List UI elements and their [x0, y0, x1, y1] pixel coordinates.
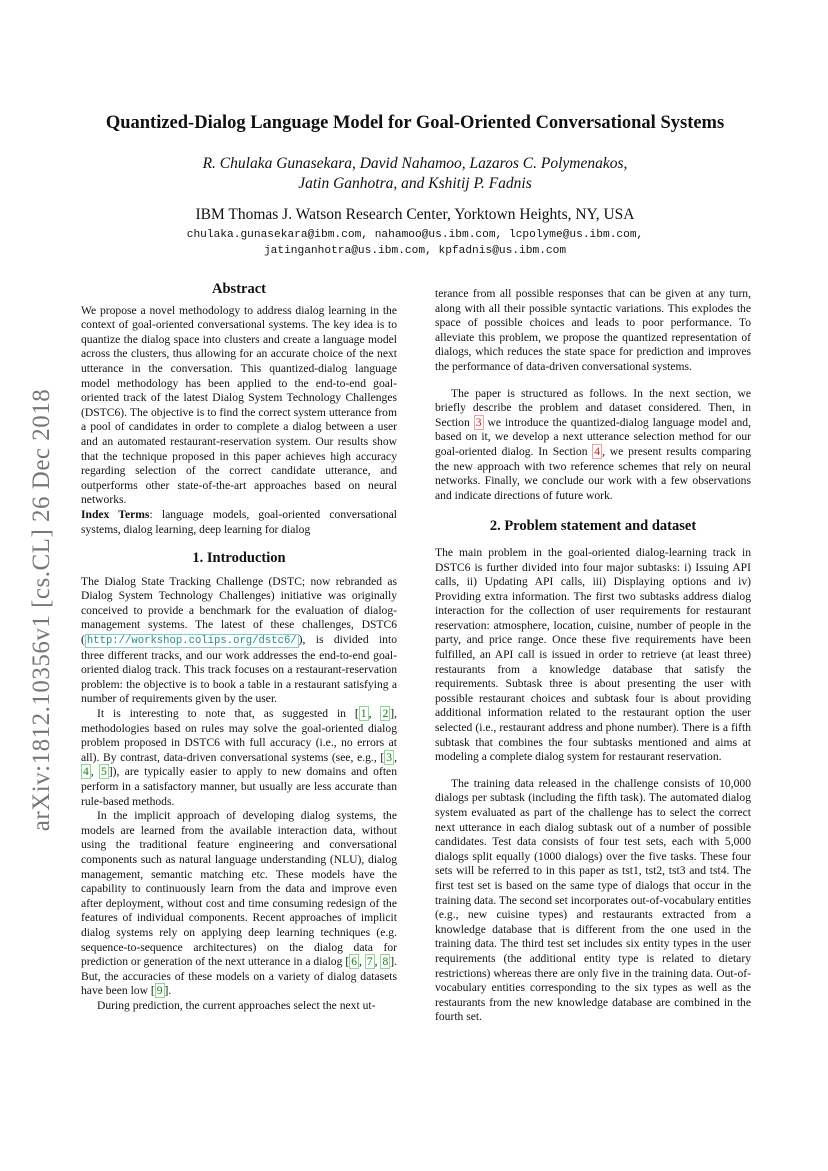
abstract-heading: Abstract	[212, 281, 266, 297]
citation-link[interactable]: 8	[382, 955, 389, 969]
citation-link[interactable]: 4	[83, 765, 89, 779]
text-run: It is interesting to note that, as suggested in [	[97, 707, 359, 721]
text-run: In the implicit approach of developing dialog systems, the models are learned from the available interaction data, without using the traditional feature engineering and conversational components such as natural language understanding (NLU), dialog management, semantic matching etc. These models have the capability to continuously learn from the data and improve even after deployment, without cost and time consuming redesign of the features of individual components. Recent approaches of implicit dialog systems rely on applying deep learning techniques (e.g. sequence-to-sequence architectures) on the dialog data for prediction or generation of the next utterance in a dialog [	[81, 809, 397, 969]
emails	[80, 228, 750, 259]
emails-line-1: chulaka.gunasekara@ibm.com, nahamoo@us.ibm.com, lcpolyme@us.ibm.com,	[186, 229, 644, 241]
arxiv-identifier	[22, 360, 62, 860]
text-run: The Dialog State Tracking Challenge (DSTC; now rebranded as Dialog System Technology Challenges) initiative was originally conceived to provide a benchmark for the evaluation of dialog-management systems. The latest of these challenges, DSTC6 (	[81, 574, 397, 647]
left-column	[81, 282, 397, 1014]
index-terms-text: : language models, goal-oriented conversational systems, dialog learning, deep learning for dialog	[81, 507, 398, 536]
citation-link[interactable]: 2	[382, 707, 389, 721]
text-run: , we present results comparing the new approach with two reference schemes that rely on neural networks. Finally, we conclude our work with a few observations and indicate directions of future work.	[435, 444, 752, 502]
text-run: ], methodologies based on rules may solve the goal-oriented dialog problem proposed in DSTC6 with full accuracy (i.e., no errors at all). By contrast, data-driven conversational systems (see, e.g., [	[81, 707, 397, 764]
affiliation: IBM Thomas J. Watson Research Center, Yorktown Heights, NY, USA	[195, 206, 635, 223]
dstc6-link[interactable]: http://workshop.colips.org/dstc6/	[86, 635, 297, 648]
paper-title: Quantized-Dialog Language Model for Goal-Oriented Conversational Systems	[105, 113, 725, 133]
section-ref-link[interactable]: 3	[475, 415, 482, 429]
structure-paragraph	[435, 387, 751, 504]
authors-line-2: Jatin Ganhotra, and Kshitij P. Fadnis	[298, 175, 532, 192]
section-2-paragraph-1: The main problem in the goal-oriented dialog-learning track in DSTC6 is further divided into four major subtasks: i) Issuing API calls, ii) Updating API calls, iii) Displaying options and iv) Providing extra information. The first two subtasks address dialog interaction for the collection of user requirements for restaurant reservation: atmosphere, location, cuisine, number of people in the party, and price range. Once these five requirements have been fulfilled, an API call is issued in order to retrieve (at least three) restaurants from a knowledge database that satisfy the requirements. Subtask three is about presenting the user with possible restaurant choices and subtask four is about providing additional information related to the restaurant option the user selected (i.e., restaurant address and phone number). There is a fifth subtask that combines the four subtasks mentioned and aims at modeling a complete dialog system for restaurant reservation.	[435, 545, 751, 764]
index-terms-label: Index Terms	[81, 507, 150, 521]
citation-link[interactable]: 5	[100, 765, 107, 779]
citation-link[interactable]: 7	[366, 955, 373, 969]
section-2-heading: 2. Problem statement and dataset	[489, 518, 697, 535]
text-run: The paper is structured as follows. In the next section, we briefly describe the problem and dataset considered. Then, in Section	[435, 386, 751, 429]
text-run: ,	[90, 765, 99, 779]
intro-paragraph-2	[81, 707, 397, 809]
text-run: ]), are typically easier to apply to new domains and often perform in a satisfactory manner, but usually are less accurate than rule-based methods.	[81, 765, 397, 808]
intro-paragraph-3	[81, 809, 397, 999]
text-run: ,	[358, 955, 365, 969]
text-run: ,	[368, 707, 381, 721]
citation-link[interactable]: 1	[360, 707, 367, 721]
intro-paragraph-4: During prediction, the current approaches select the next ut-	[97, 998, 376, 1012]
text-run: ,	[394, 750, 397, 764]
text-run: ), is divided into three different tracks, and our work addresses the end-to-end goal-oriented dialog track. This track focuses on a restaurant-reservation problem: the objective is to book a table in a restaurant satisfying a number of requirements given by the user.	[81, 633, 397, 706]
intro-heading: 1. Introduction	[192, 550, 286, 567]
authors	[100, 154, 730, 194]
intro-paragraph-1	[81, 575, 397, 707]
authors-line-1: R. Chulaka Gunasekara, David Nahamoo, Lazaros C. Polymenakos,	[202, 155, 628, 172]
emails-line-2: jatinganhotra@us.ibm.com, kpfadnis@us.ibm.com	[263, 244, 567, 257]
text-run: ,	[374, 955, 381, 969]
right-column	[435, 287, 751, 1025]
citation-link[interactable]: 6	[351, 955, 357, 969]
intro-continued-paragraph: terance from all possible responses that can be given at any turn, along with all their possible syntactic variations. This explodes the space of possible choices and leads to poor performance. To alleviate this problem, we propose the quantized representation of dialogs, which reduces the state space for prediction and improves the performance of data-driven conversational systems.	[435, 287, 751, 373]
index-terms	[81, 508, 397, 537]
abstract-text: We propose a novel methodology to address dialog learning in the context of goal-oriented conversational systems. The key idea is to quantize the dialog space into clusters and create a language model across the clusters, thus allowing for an accurate choice of the next utterance in the conversation. This quantized-dialog language model methodology has been applied to the end-to-end goal-oriented track of the latest Dialog System Technology Challenges (DSTC6). The objective is to find the correct system utterance from a pool of candidates in order to complete a dialog between a user and an automated restaurant-reservation system. Our results show that the technique proposed in this paper achieves high accuracy regarding selection of the correct candidate utterance, and outperforms other state-of-the-art approaches based on neural networks.	[81, 303, 397, 507]
section-2-paragraph-2: The training data released in the challenge consists of 10,000 dialogs per subtask (including the fifth task). The automated dialog system evaluated as part of the challenge has to select the correct next utterance in each dialog subtask out of a number of possible candidates. Test data consists of four test sets, each with 5,000 dialogs split equally (1000 dialogs) over the five tasks. These four sets will be referred to in this paper as tst1, tst2, tst3 and tst4. The first test set is based on the same type of dialogs that occur in the training data. The second set incorporates out-of-vocabulary entities (e.g., new cuisine types) and restaurants extracted from a knowledge database that is different from the one used in the training data. The third test set includes six entity types in the user requirements (the additional entity type is related to dietary restrictions) whereas there are only five in the training data. Out-of-vocabulary entities corresponding to the six types as well as the restaurants from the new knowledge database are combined in the fourth set.	[435, 776, 751, 1024]
text-run: ]. But, the accuracies of these models on a variety of dialog datasets have been low [	[81, 955, 398, 998]
text-run: ].	[164, 984, 172, 998]
citation-link[interactable]: 9	[156, 984, 163, 998]
citation-link[interactable]: 3	[386, 750, 393, 764]
arxiv-id-text: arXiv:1812.10356v1 [cs.CL] 26 Dec 2018	[28, 388, 55, 832]
text-run: we introduce the quantized-dialog language model and, based on it, we develop a next utterance selection method for our goal-oriented dialog. In Section	[435, 415, 751, 458]
section-ref-link[interactable]: 4	[594, 444, 601, 458]
